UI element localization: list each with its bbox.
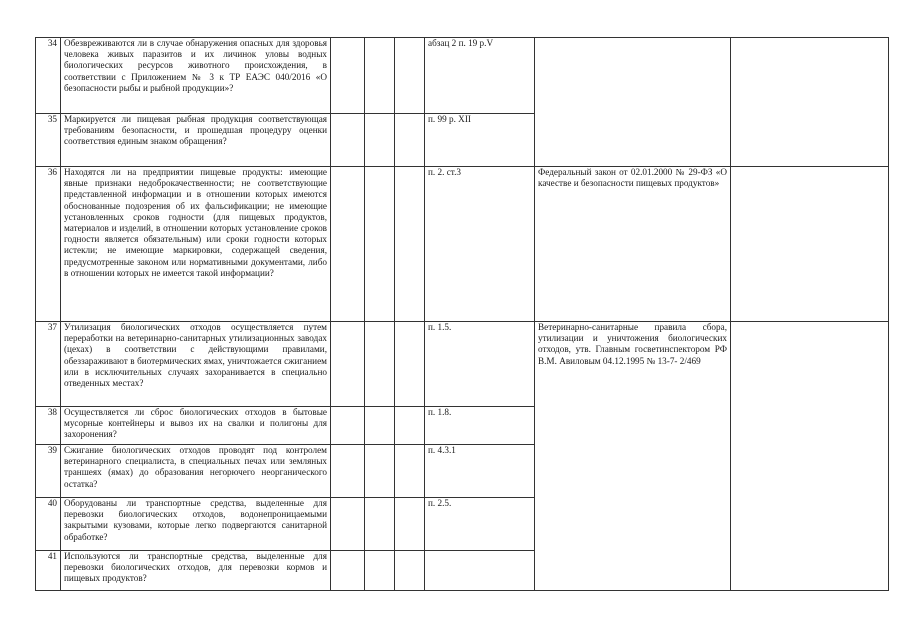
table-row [36,38,889,114]
answer-cell-no[interactable] [365,551,395,591]
requirement-reference: п. 2. ст.3 [425,167,535,322]
row-number: 36 [36,167,61,322]
comment-cell[interactable] [731,38,889,167]
answer-cell-na[interactable] [395,322,425,407]
answer-cell-na[interactable] [395,407,425,445]
answer-cell-yes[interactable] [331,322,365,407]
table-row [36,167,889,322]
answer-cell-yes[interactable] [331,38,365,114]
answer-cell-no[interactable] [365,407,395,445]
answer-cell-yes[interactable] [331,551,365,591]
row-number: 40 [36,498,61,551]
answer-cell-yes[interactable] [331,167,365,322]
answer-cell-no[interactable] [365,38,395,114]
legal-act-text: Федеральный закон от 02.01.2000 № 29-ФЗ «О качестве и безопасности пищевых продуктов» [535,167,731,322]
answer-cell-na[interactable] [395,498,425,551]
question-text: Используются ли транспортные средства, выделенные для перевозки биологических отходов, для перевозки кормов и пищевых продуктов? [61,551,331,591]
question-text: Утилизация биологических отходов осуществляется путем переработки на ветеринарно-санитарных утилизационных заводах (цехах) в соответствии с действующими правилами, обеззараживают в биотермических ямах, уничтожается сжиганием или в исключительных случаях захоранивается в специально отведенных местах? [61,322,331,407]
requirement-reference: п. 1.8. [425,407,535,445]
question-text: Осуществляется ли сброс биологических отходов в бытовые мусорные контейнеры и вывоз их на свалки и полигоны для захоронения? [61,407,331,445]
requirement-reference: п. 99 р. XII [425,114,535,167]
answer-cell-no[interactable] [365,167,395,322]
row-number: 39 [36,445,61,498]
question-text: Находятся ли на предприятии пищевые продукты: имеющие явные признаки недоброкачественности; не соответствующие представленной информации и в отношении которых имеются обоснованные подозрения об их фальсификации; не имеющие установленных сроков годности (для пищевых продуктов, материалов и изделий, в отношении которых установление сроков годности является обязательным) или сроки годности которых истекли; не имеющие маркировки, содержащей сведения, предусмотренные законом или нормативными документами, либо в отношении которых не имеется такой информации? [61,167,331,322]
answer-cell-na[interactable] [395,551,425,591]
answer-cell-no[interactable] [365,114,395,167]
answer-cell-na[interactable] [395,167,425,322]
legal-act-text: Ветеринарно-санитарные правила сбора, утилизации и уничтожения биологических отходов, утв. Главным госветинспектором РФ В.М. Авиловым 04.12.1995 № 13-7- 2/469 [535,322,731,591]
comment-cell[interactable] [731,167,889,322]
requirement-reference: п. 2.5. [425,498,535,551]
answer-cell-yes[interactable] [331,445,365,498]
question-text: Обезвреживаются ли в случае обнаружения опасных для здоровья человека живых паразитов и их личинок уловы водных биологических ресурсов животного происхождения, в соответствии с Приложением № 3 к ТР ЕАЭС 040/2016 «О безопасности рыбы и рыбной продукции»? [61,38,331,114]
answer-cell-no[interactable] [365,322,395,407]
row-number: 37 [36,322,61,407]
requirement-reference: абзац 2 п. 19 р.V [425,38,535,114]
answer-cell-yes[interactable] [331,114,365,167]
requirement-reference [425,551,535,591]
answer-cell-na[interactable] [395,38,425,114]
row-number: 38 [36,407,61,445]
question-text: Маркируется ли пищевая рыбная продукция соответствующая требованиям безопасности, и прошедшая процедуру оценки соответствия единым знаком обращения? [61,114,331,167]
question-text: Сжигание биологических отходов проводят под контролем ветеринарного специалиста, в специальных печах или земляных траншеях (ямах) до образования негорючего неорганического остатка? [61,445,331,498]
answer-cell-na[interactable] [395,445,425,498]
row-number: 41 [36,551,61,591]
legal-act-cell [535,38,731,167]
answer-cell-na[interactable] [395,114,425,167]
checklist-table [35,37,889,591]
comment-cell[interactable] [731,322,889,591]
question-text: Оборудованы ли транспортные средства, выделенные для перевозки биологических отходов, водонепроницаемыми закрытыми кузовами, которые легко подвергаются санитарной обработке? [61,498,331,551]
answer-cell-no[interactable] [365,445,395,498]
requirement-reference: п. 1.5. [425,322,535,407]
requirement-reference: п. 4.3.1 [425,445,535,498]
row-number: 34 [36,38,61,114]
answer-cell-no[interactable] [365,498,395,551]
row-number: 35 [36,114,61,167]
answer-cell-yes[interactable] [331,498,365,551]
table-row [36,322,889,407]
answer-cell-yes[interactable] [331,407,365,445]
